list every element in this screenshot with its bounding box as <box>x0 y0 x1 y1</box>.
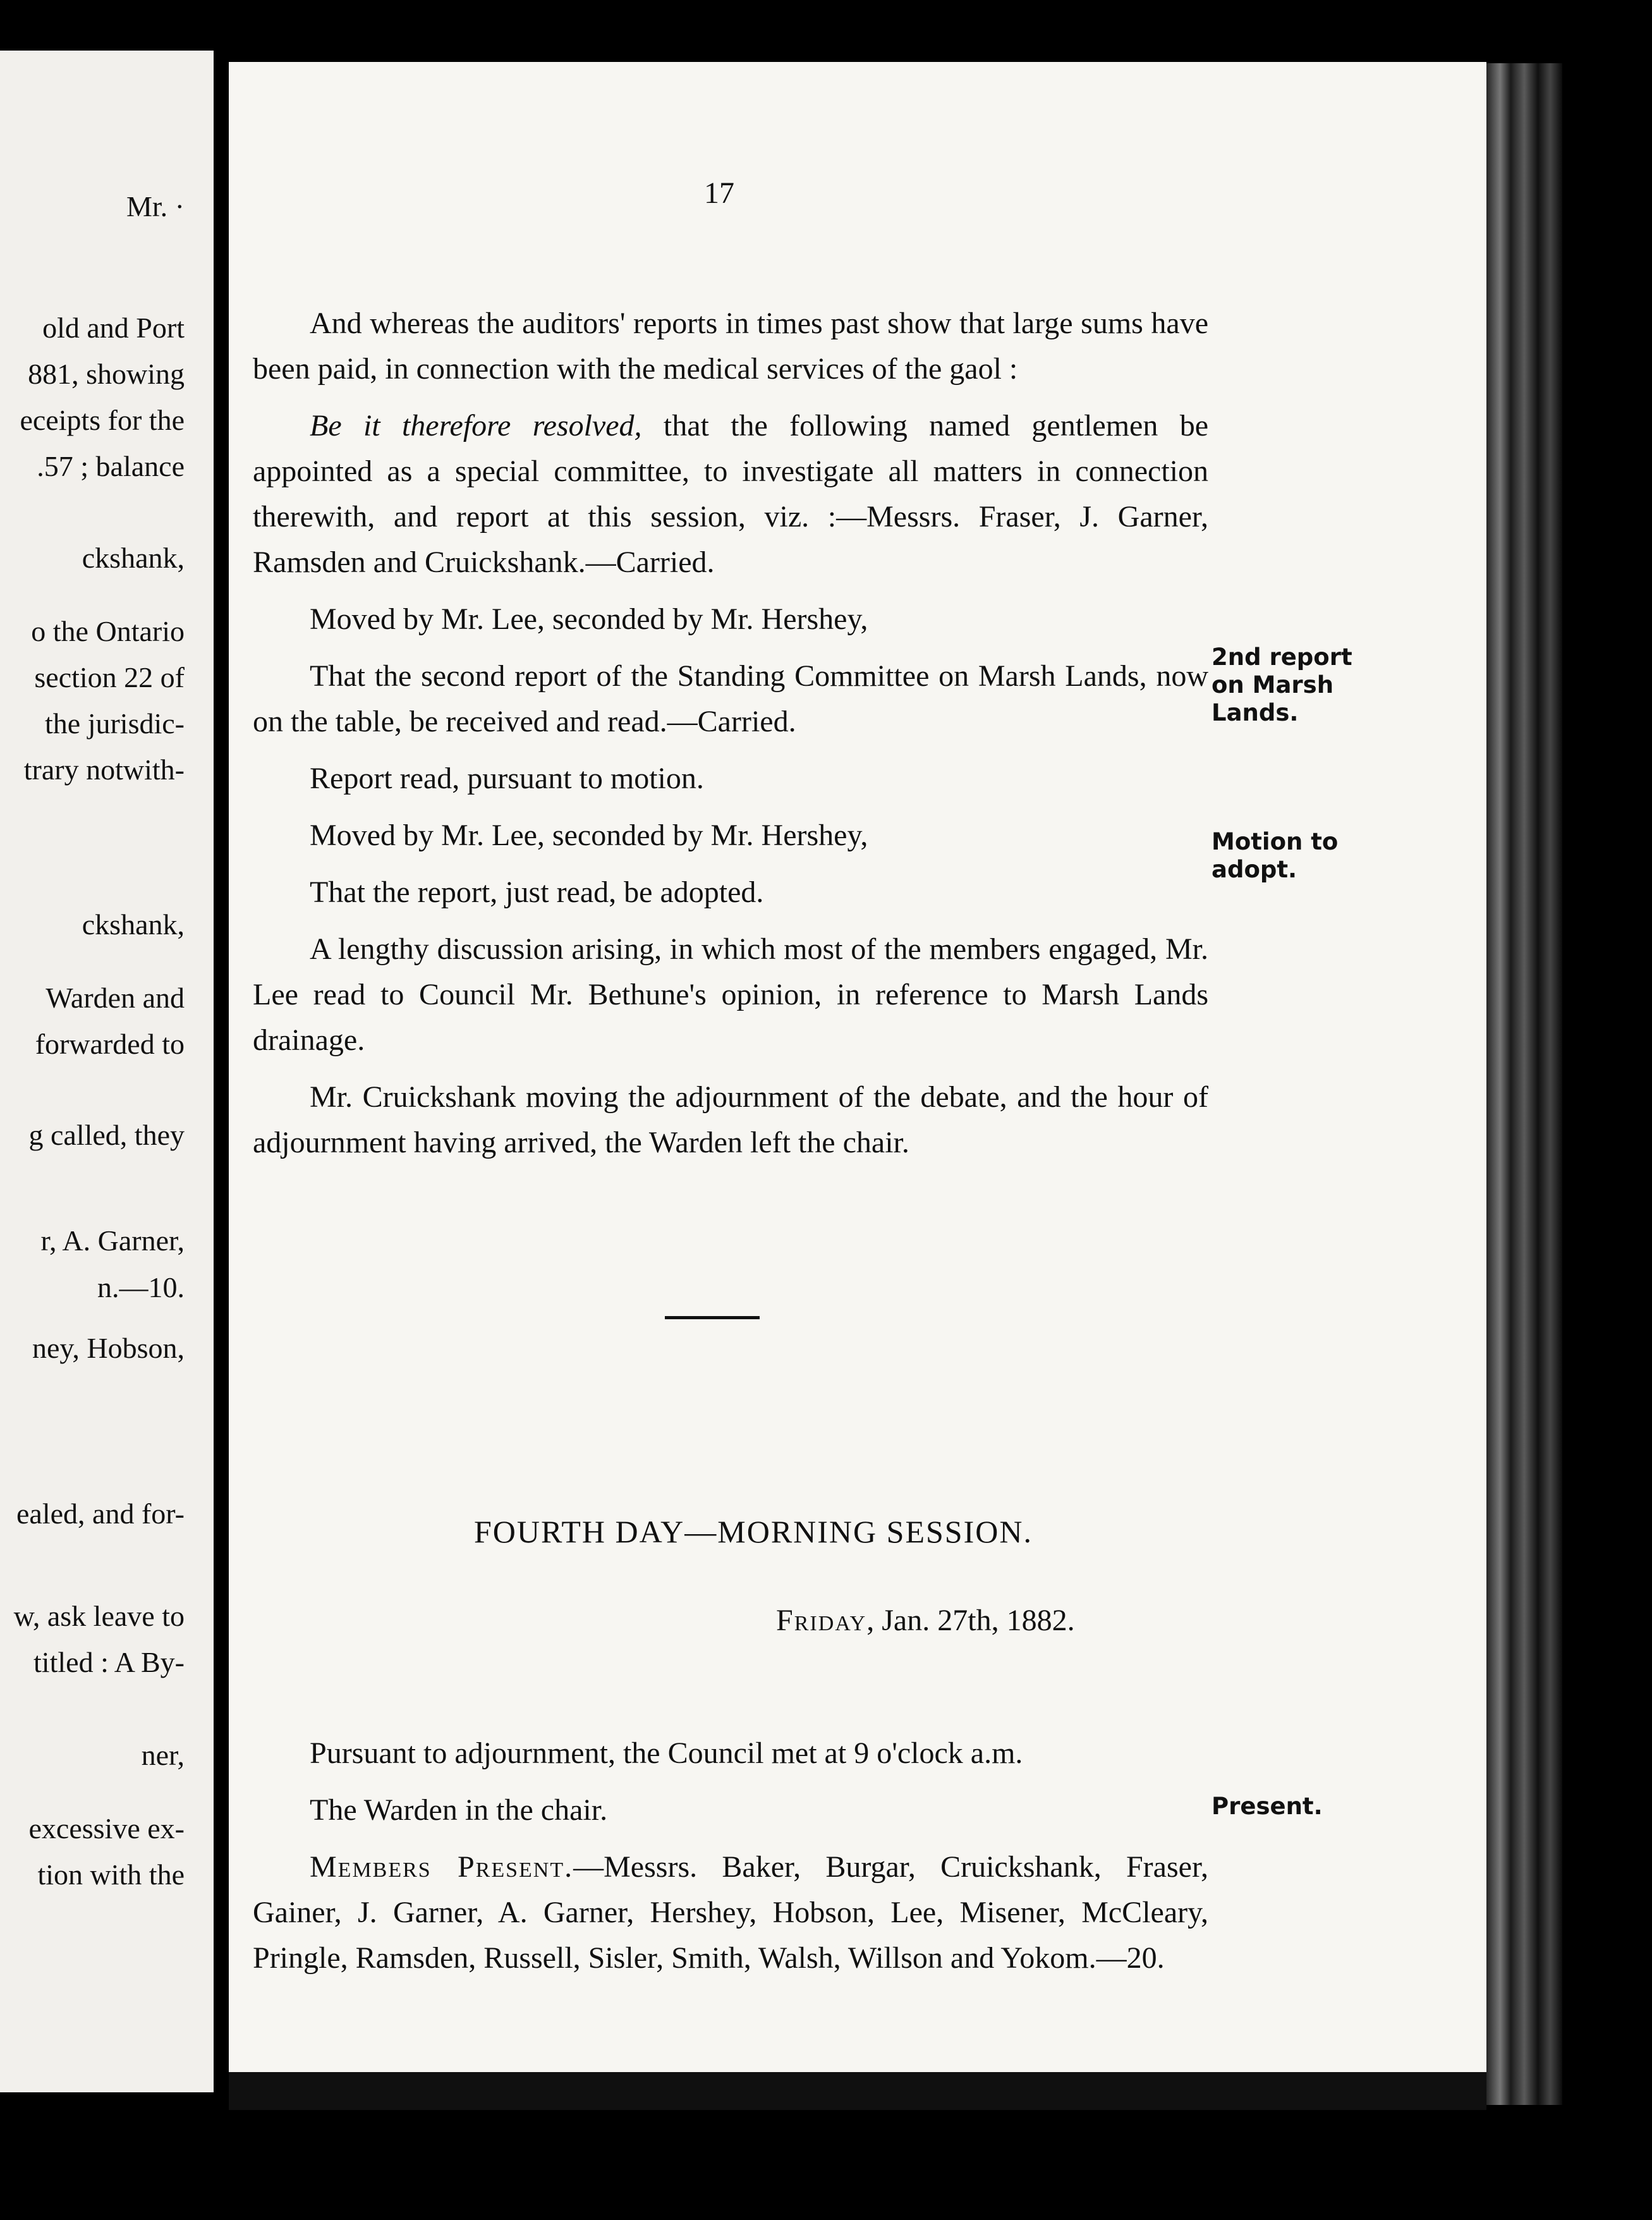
paragraph-text: That the second report of the Standing Committee on Marsh Lands, now on the table, be received and read.—Carried. <box>253 659 1208 738</box>
left-page-line: ckshank, <box>82 908 185 941</box>
paragraph-text: That the report, just read, be adopted. <box>310 875 764 909</box>
left-page-line: ney, Hobson, <box>32 1332 185 1364</box>
paragraph <box>253 756 1208 802</box>
left-page-line: 881, showing <box>28 358 185 390</box>
paragraph-text: Moved by Mr. Lee, seconded by Mr. Hershey, <box>310 819 868 852</box>
paragraph-text: Mr. Cruickshank moving the adjournment of the debate, and the hour of adjournment having arrived, the Warden left the chair. <box>253 1080 1208 1159</box>
left-page-line: trary notwith- <box>23 753 185 786</box>
left-page-line: the jurisdic- <box>45 707 185 740</box>
left-page-line: o the Ontario <box>31 615 185 647</box>
left-page-line: forwarded to <box>35 1028 185 1060</box>
paragraph-text: —Messrs. Baker, Burgar, Cruickshank, Fraser, Gainer, J. Garner, A. Garner, Hershey, Hobson, Lee, Misener, McCleary, Pringle, Ramsden, Russell, Sisler, Smith, Walsh, Willson and Yokom.—20. <box>253 1850 1209 1975</box>
section-divider <box>665 1316 760 1319</box>
paragraph-lead: Members Present. <box>310 1850 574 1884</box>
paragraph <box>253 1845 1208 1981</box>
paragraph-text: Pursuant to adjournment, the Council met at 9 o'clock a.m. <box>310 1736 1023 1770</box>
paragraph <box>253 301 1208 392</box>
left-page-line: n.—10. <box>97 1271 185 1303</box>
proceedings-text-top <box>253 301 1208 1177</box>
left-page-line: titled : A By- <box>33 1646 185 1678</box>
left-page-line: w, ask leave to <box>13 1600 185 1632</box>
left-page-line: .57 ; balance <box>37 450 185 482</box>
left-page-line: Mr. · <box>126 190 185 223</box>
paragraph <box>253 403 1208 585</box>
paragraph-text: The Warden in the chair. <box>310 1793 608 1827</box>
paragraph <box>253 813 1208 858</box>
session-date <box>776 1603 1075 1638</box>
left-page-line: ealed, and for- <box>16 1497 185 1530</box>
margin-note: 2nd report on Marsh Lands. <box>1212 643 1352 726</box>
session-date-rest: , Jan. 27th, 1882. <box>866 1604 1075 1637</box>
paragraph <box>253 870 1208 915</box>
paragraph-lead: Be it therefore resolved, <box>310 409 642 442</box>
left-page-line: eceipts for the <box>20 404 185 436</box>
left-page-line: g called, they <box>28 1119 185 1151</box>
proceedings-text-bottom <box>253 1731 1208 1992</box>
paragraph <box>253 927 1208 1063</box>
document-page <box>229 62 1486 2072</box>
paragraph <box>253 597 1208 642</box>
margin-note: Present. <box>1212 1793 1323 1820</box>
left-page-line: ner, <box>141 1739 185 1771</box>
page-number: 17 <box>704 176 734 210</box>
session-date-day: Friday <box>776 1604 867 1637</box>
paragraph <box>253 654 1208 745</box>
paragraph-text: A lengthy discussion arising, in which most of the members engaged, Mr. Lee read to Council Mr. Bethune's opinion, in reference to Marsh Lands drainage. <box>253 932 1208 1057</box>
left-page-line: r, A. Garner, <box>40 1224 185 1257</box>
session-heading: FOURTH DAY—MORNING SESSION. <box>474 1514 1033 1549</box>
left-page-line: ckshank, <box>82 542 185 574</box>
left-facing-page <box>0 51 214 2092</box>
paragraph <box>253 1788 1208 1833</box>
paragraph <box>253 1075 1208 1166</box>
page-shadow <box>229 2072 1486 2110</box>
margin-note: Motion to adopt. <box>1212 828 1339 883</box>
paragraph-text: that the following named gentlemen be appointed as a special committee, to investigate all matters in connection therewith, and report at this session, viz. :—Messrs. Fraser, J. Garner, Ramsden and Cruickshank.—Carried. <box>253 409 1208 579</box>
left-page-line: section 22 of <box>34 661 185 693</box>
paragraph-text: And whereas the auditors' reports in times past show that large sums have been paid, in connection with the medical services of the gaol : <box>253 307 1208 386</box>
paragraph-text: Moved by Mr. Lee, seconded by Mr. Hershey, <box>310 602 868 636</box>
left-page-line: old and Port <box>42 312 185 344</box>
paragraph <box>253 1731 1208 1776</box>
left-page-line: Warden and <box>46 982 185 1014</box>
paragraph-text: Report read, pursuant to motion. <box>310 762 704 795</box>
left-page-line: excessive ex- <box>28 1812 185 1845</box>
left-page-line: tion with the <box>37 1858 185 1891</box>
book-binding-edge <box>1486 63 1562 2105</box>
